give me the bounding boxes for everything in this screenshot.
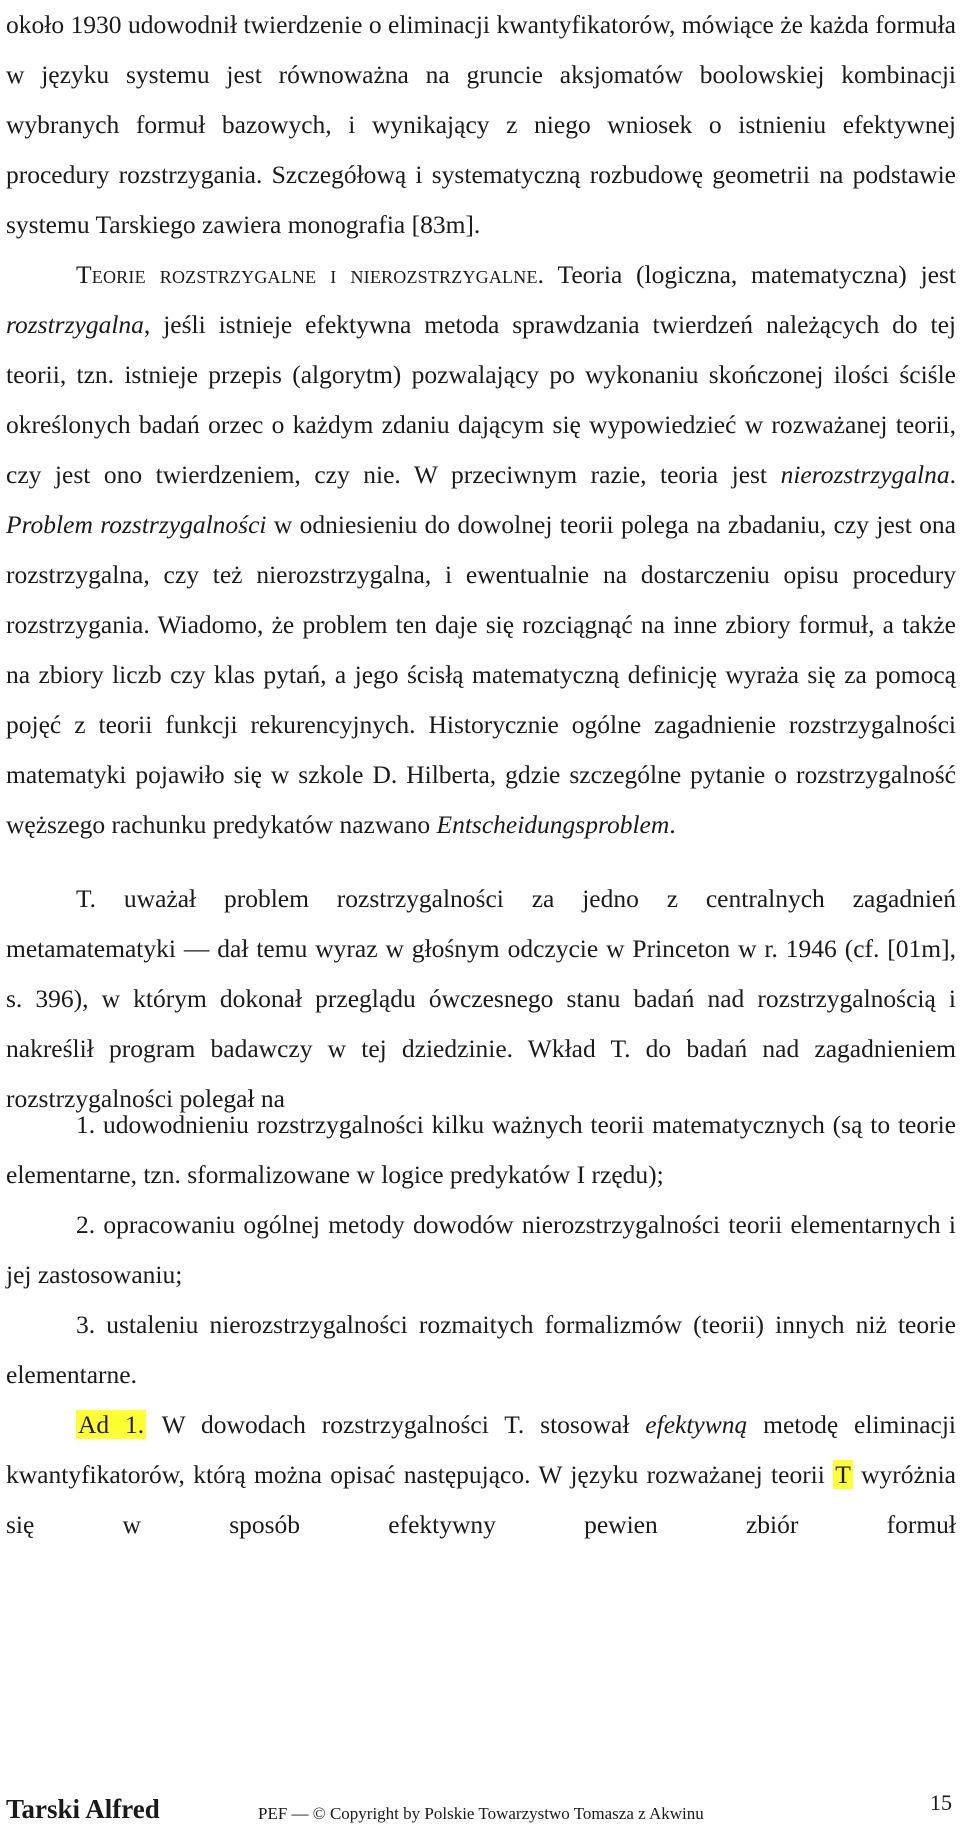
term-decision-problem: Problem rozstrzygalności — [6, 510, 267, 539]
page-number: 15 — [930, 1790, 952, 1815]
highlight-theory-t: T — [835, 1460, 851, 1489]
section-heading: Teorie rozstrzygalne i nierozstrzygalne. — [76, 260, 545, 289]
highlight-ad1: Ad 1. — [78, 1410, 145, 1439]
paragraph-ad1: Ad 1. W dowodach rozstrzygalności T. stosował efektywną metodę eliminacji kwantyfikatorów, którą można opisać następująco. W języku rozważanej teorii T wyróżnia się w sposób efektywny pewien zbiór formuł — [6, 1410, 957, 1539]
page-footer — [6, 1784, 956, 1824]
term-undecidable: nierozstrzygalna — [780, 460, 950, 489]
list-item-1: 1. udowodnieniu rozstrzygalności kilku ważnych teorii matematycznych (są to teorie elementarne, tzn. sformalizowane w logice predykatów I rzędu); — [6, 1110, 956, 1189]
list-item-2: 2. opracowaniu ogólnej metody dowodów nierozstrzygalności teorii elementarnych i jej zastosowaniu; — [6, 1210, 956, 1289]
term-entscheidungsproblem: Entscheidungsproblem — [436, 810, 670, 839]
paragraph-contribution: T. uważał problem rozstrzygalności za jedno z centralnych zagadnień metamatematyki — dał temu wyraz w głośnym odczycie w Princeton w r. 1946 (cf. [01m], s. 396), w którym dokonał przeglądu ówczesnego stanu badań nad rozstrzygalnością i nakreślił program badawczy w tej dziedzinie. Wkład T. do badań nad zagadnieniem rozstrzygalności polegał na — [6, 884, 956, 1113]
paragraph-decidability: Teorie rozstrzygalne i nierozstrzygalne. Teoria (logiczna, matematyczna) jest rozstrzygalna, jeśli istnieje efektywna metoda sprawdzania twierdzeń należących do tej teorii, tzn. istnieje przepis (algorytm) pozwalający po wykonaniu skończonej ilości ściśle określonych badań orzec o każdym zdaniu dającym się wypowiedzieć w rozważanej teorii, czy jest ono twierdzeniem, czy nie. W przeciwnym razie, teoria jest nierozstrzygalna. Problem rozstrzygalności w odniesieniu do dowolnej teorii polega na zbadaniu, czy jest ona rozstrzygalna, czy też nierozstrzygalna, i ewentualnie na dostarczeniu opisu procedury rozstrzygania. Wiadomo, że problem ten daje się rozciągnąć na inne zbiory formuł, a także na zbiory liczb czy klas pytań, a jego ścisłą matematyczną definicję wyraża się za pomocą pojęć z teorii funkcji rekurencyjnych. Historycznie ogólne zagadnienie rozstrzygalności matematyki pojawiło się w szkole D. Hilberta, gdzie szczególne pytanie o rozstrzygalność węższego rachunku predykatów nazwano Entscheidungsproblem. — [6, 260, 957, 839]
footer-copyright: PEF — © Copyright by Polskie Towarzystwo Tomasza z Akwinu — [258, 1804, 704, 1823]
term-decidable: rozstrzygalna — [6, 310, 144, 339]
footer-author: Tarski Alfred — [6, 1794, 160, 1824]
term-effective: efektywną — [645, 1410, 748, 1439]
list-item-3: 3. ustaleniu nierozstrzygalności rozmaitych formalizmów (teorii) innych niż teorie elementarne. — [6, 1310, 956, 1389]
paragraph-elimination: około 1930 udowodnił twierdzenie o eliminacji kwantyfikatorów, mówiące że każda formuła w języku systemu jest równoważna na gruncie aksjomatów boolowskiej kombinacji wybranych formuł bazowych, i wynikający z niego wniosek o istnieniu efektywnej procedury rozstrzygania. Szczegółową i systematyczną rozbudowę geometrii na podstawie systemu Tarskiego zawiera monografia [83m]. — [6, 10, 956, 239]
